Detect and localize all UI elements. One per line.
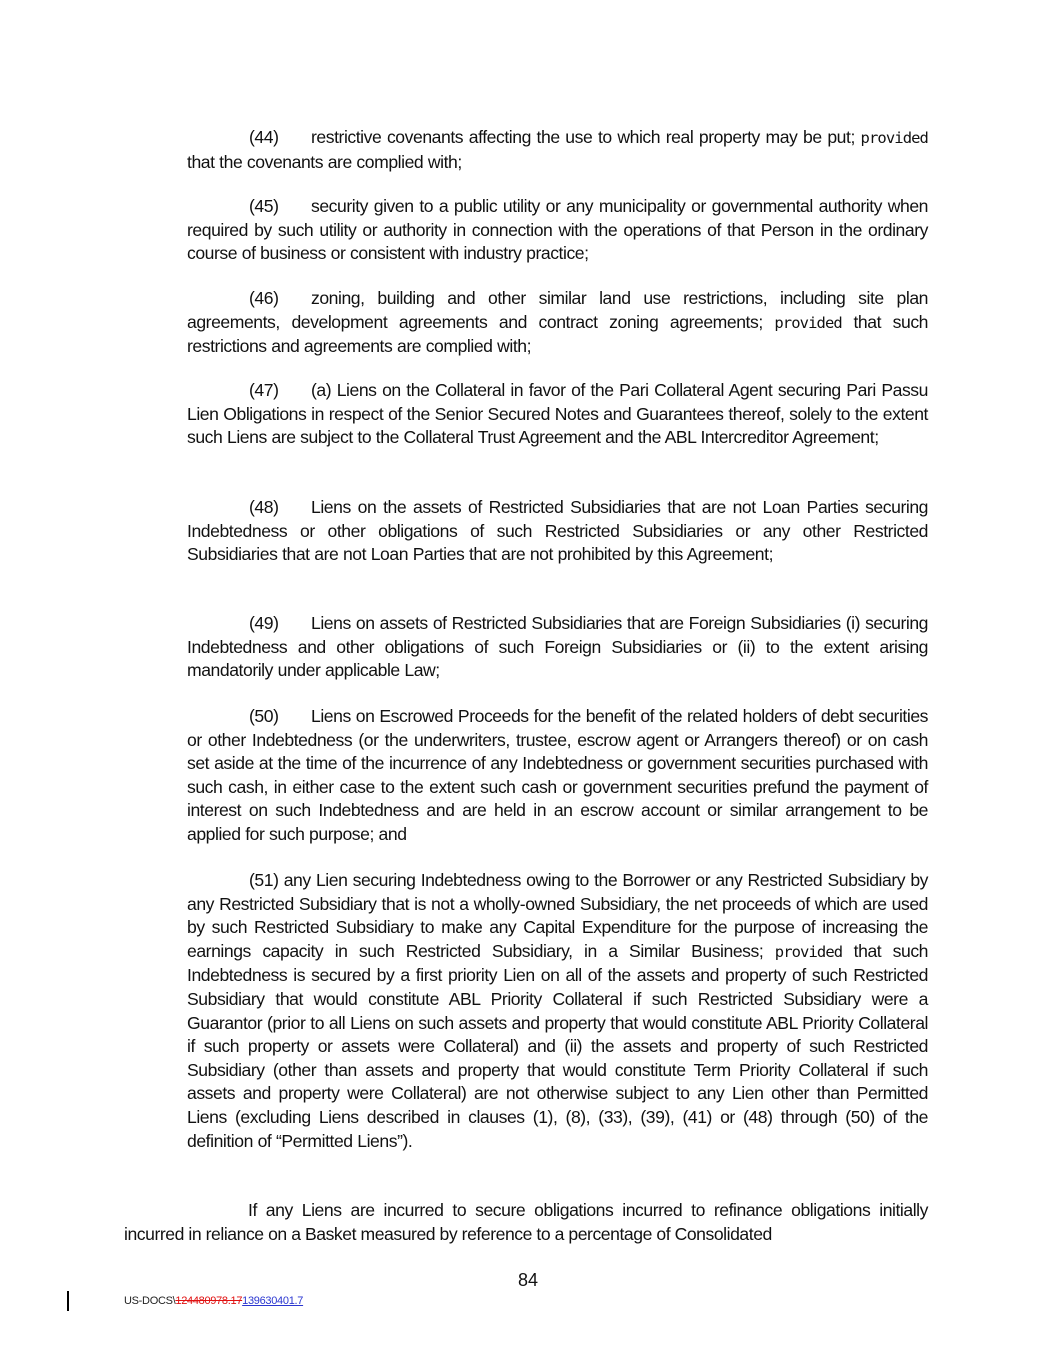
clause-49 <box>187 612 928 683</box>
clause-48 <box>187 496 928 567</box>
clause-number: (47) <box>249 380 279 400</box>
doc-id-prefix: US-DOCS\ <box>124 1295 176 1307</box>
clause-text: security given to a public utility or any municipality or governmental authority when required by such utility or authority in connection with the operations of that Person in the ordinary course of business or consistent with industry practice; <box>187 196 928 264</box>
clause-text: zoning, building and other similar land use restrictions, including site plan agreements, development agreements and contract zoning agreements; <box>187 288 928 332</box>
clause-50 <box>187 705 928 847</box>
clause-number: (51) <box>249 870 279 890</box>
clause-45 <box>187 195 928 266</box>
clause-number: (48) <box>249 497 279 517</box>
clause-number: (50) <box>249 706 279 726</box>
clause-number: (46) <box>249 288 279 308</box>
clause-text: Liens on the assets of Restricted Subsidiaries that are not Loan Parties securing Indebtedness or other obligations of such Restricted Subsidiaries or any other Restricted Subsidiaries that are not Loan Parties that are not prohibited by this Agreement; <box>187 497 928 565</box>
clause-text-continued: that such Indebtedness is secured by a first priority Lien on all of the assets and property of such Restricted Subsidiary that would constitute ABL Priority Collateral if such Restricted Subsidiary were a Guarantor (prior to all Liens on such assets and property that would constitute ABL Priority Collateral if such property or assets were Collateral) and (ii) the assets and property of such Restricted Subsidiary (other than assets and property that would constitute Term Priority Collateral if such assets and property were Collateral) are not otherwise subject to any Lien other than Permitted Liens (excluding Liens described in clauses (1), (8), (33), (39), (41) or (48) through (50) of the definition of “Permitted Liens”). <box>187 940 929 1151</box>
clause-number: (44) <box>249 127 279 147</box>
provided-term: provided <box>774 313 842 332</box>
page-number: 84 <box>517 1270 539 1290</box>
clause-46 <box>187 287 928 359</box>
clause-text-continued: that the covenants are complied with; <box>187 151 462 172</box>
document-id-footer <box>124 1295 303 1307</box>
clause-number: (45) <box>249 196 279 216</box>
revision-change-bar <box>67 1291 69 1311</box>
clause-text: Liens on Escrowed Proceeds for the benefit of the related holders of debt securities or other Indebtedness (or the underwriters, trustee, escrow agent or Arrangers thereof) or on cash set aside at the time of the incurrence of any Indebtedness or government securities purchased with such cash, in either case to the extent such cash or government securities prefund the payment of interest on such Indebtedness and are held in an escrow account or similar arrangement to be applied for such purpose; and <box>187 706 928 844</box>
clause-text-continued: that such restrictions and agreements are complied with; <box>187 311 928 357</box>
clause-number: (49) <box>249 613 279 633</box>
inserted-doc-id[interactable]: 139630401.7 <box>242 1295 304 1307</box>
deleted-doc-id: 124480978.17 <box>175 1295 243 1307</box>
provided-term: provided <box>774 942 843 961</box>
provided-term: provided <box>860 129 928 147</box>
clause-51 <box>187 869 928 1153</box>
clause-47 <box>187 379 928 450</box>
clause-44 <box>187 126 928 174</box>
closing-paragraph <box>124 1199 928 1246</box>
clause-text: any Lien securing Indebtedness owing to the Borrower or any Restricted Subsidiary by any Restricted Subsidiary that is not a wholly-owned Subsidiary, the net proceeds of which are used by such Restricted Subsidiary to make any Capital Expenditure for the purpose of increasing the earnings capacity in such Restricted Subsidiary, in a Similar Business; <box>187 870 928 961</box>
closing-paragraph-text: If any Liens are incurred to secure obligations incurred to refinance obligations initially incurred in reliance on a Basket measured by reference to a percentage of Consolidated <box>124 1200 928 1244</box>
clause-text: (a) Liens on the Collateral in favor of the Pari Collateral Agent securing Pari Passu Lien Obligations in respect of the Senior Secured Notes and Guarantees thereof, solely to the extent such Liens are subject to the Collateral Trust Agreement and the ABL Intercreditor Agreement; <box>187 380 928 448</box>
clause-text: restrictive covenants affecting the use to which real property may be put; <box>311 127 861 147</box>
clause-text: Liens on assets of Restricted Subsidiaries that are Foreign Subsidiaries (i) securing Indebtedness and other obligations of such Foreign Subsidiaries or (ii) to the extent arising mandatorily under applicable Law; <box>187 613 928 681</box>
